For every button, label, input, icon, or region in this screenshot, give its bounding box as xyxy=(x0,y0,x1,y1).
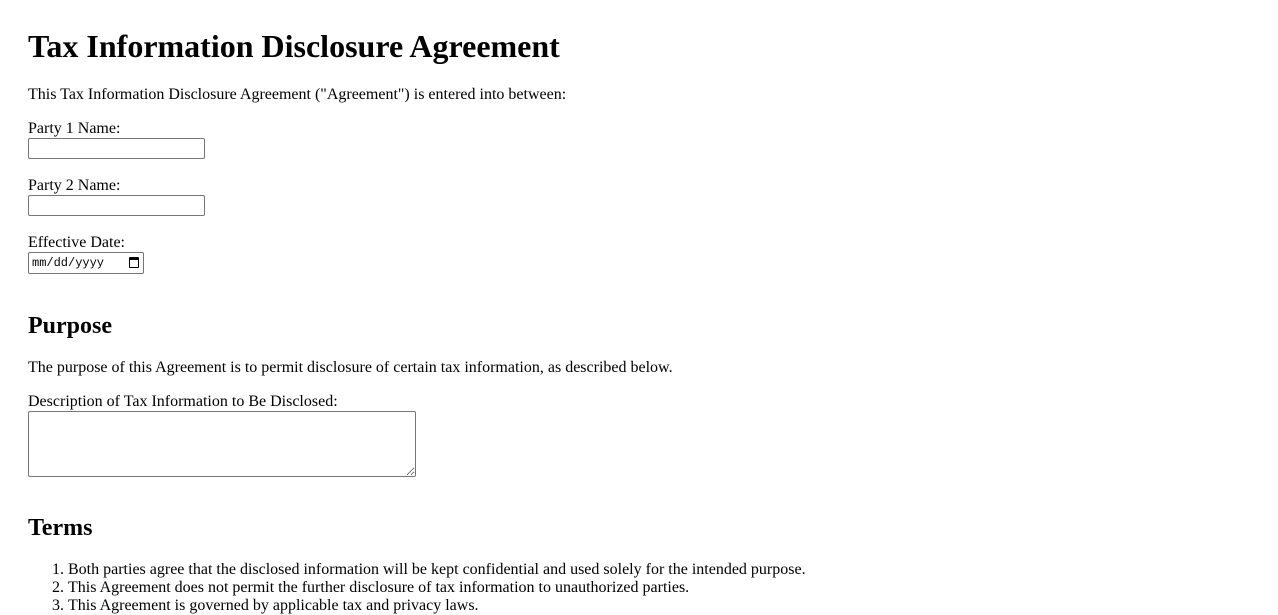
description-textarea[interactable] xyxy=(28,411,416,477)
list-item: 1. Both parties agree that the disclosed information will be kept confidential and used solely for the intended purpose. xyxy=(68,561,806,579)
effective-date-input[interactable] xyxy=(28,252,144,274)
party1-name-input[interactable] xyxy=(28,138,205,159)
party2-label: Party 2 Name: xyxy=(28,177,121,194)
calendar-icon[interactable] xyxy=(129,257,139,268)
page-title: Tax Information Disclosure Agreement xyxy=(28,28,560,64)
effective-date-label: Effective Date: xyxy=(28,234,125,251)
intro-text: This Tax Information Disclosure Agreement ("Agreement") is entered into between: xyxy=(28,86,567,103)
purpose-heading: Purpose xyxy=(28,313,112,339)
party1-label: Party 1 Name: xyxy=(28,120,121,137)
terms-list xyxy=(28,561,806,615)
party2-name-input[interactable] xyxy=(28,195,205,216)
list-item: 2. This Agreement does not permit the further disclosure of tax information to unauthorized parties. xyxy=(68,579,806,597)
description-label: Description of Tax Information to Be Disclosed: xyxy=(28,393,338,410)
terms-heading: Terms xyxy=(28,515,93,541)
date-placeholder: mm/dd/yyyy xyxy=(32,256,105,270)
purpose-text: The purpose of this Agreement is to permit disclosure of certain tax information, as described below. xyxy=(28,359,673,376)
list-item: 3. This Agreement is governed by applicable tax and privacy laws. xyxy=(68,597,806,615)
